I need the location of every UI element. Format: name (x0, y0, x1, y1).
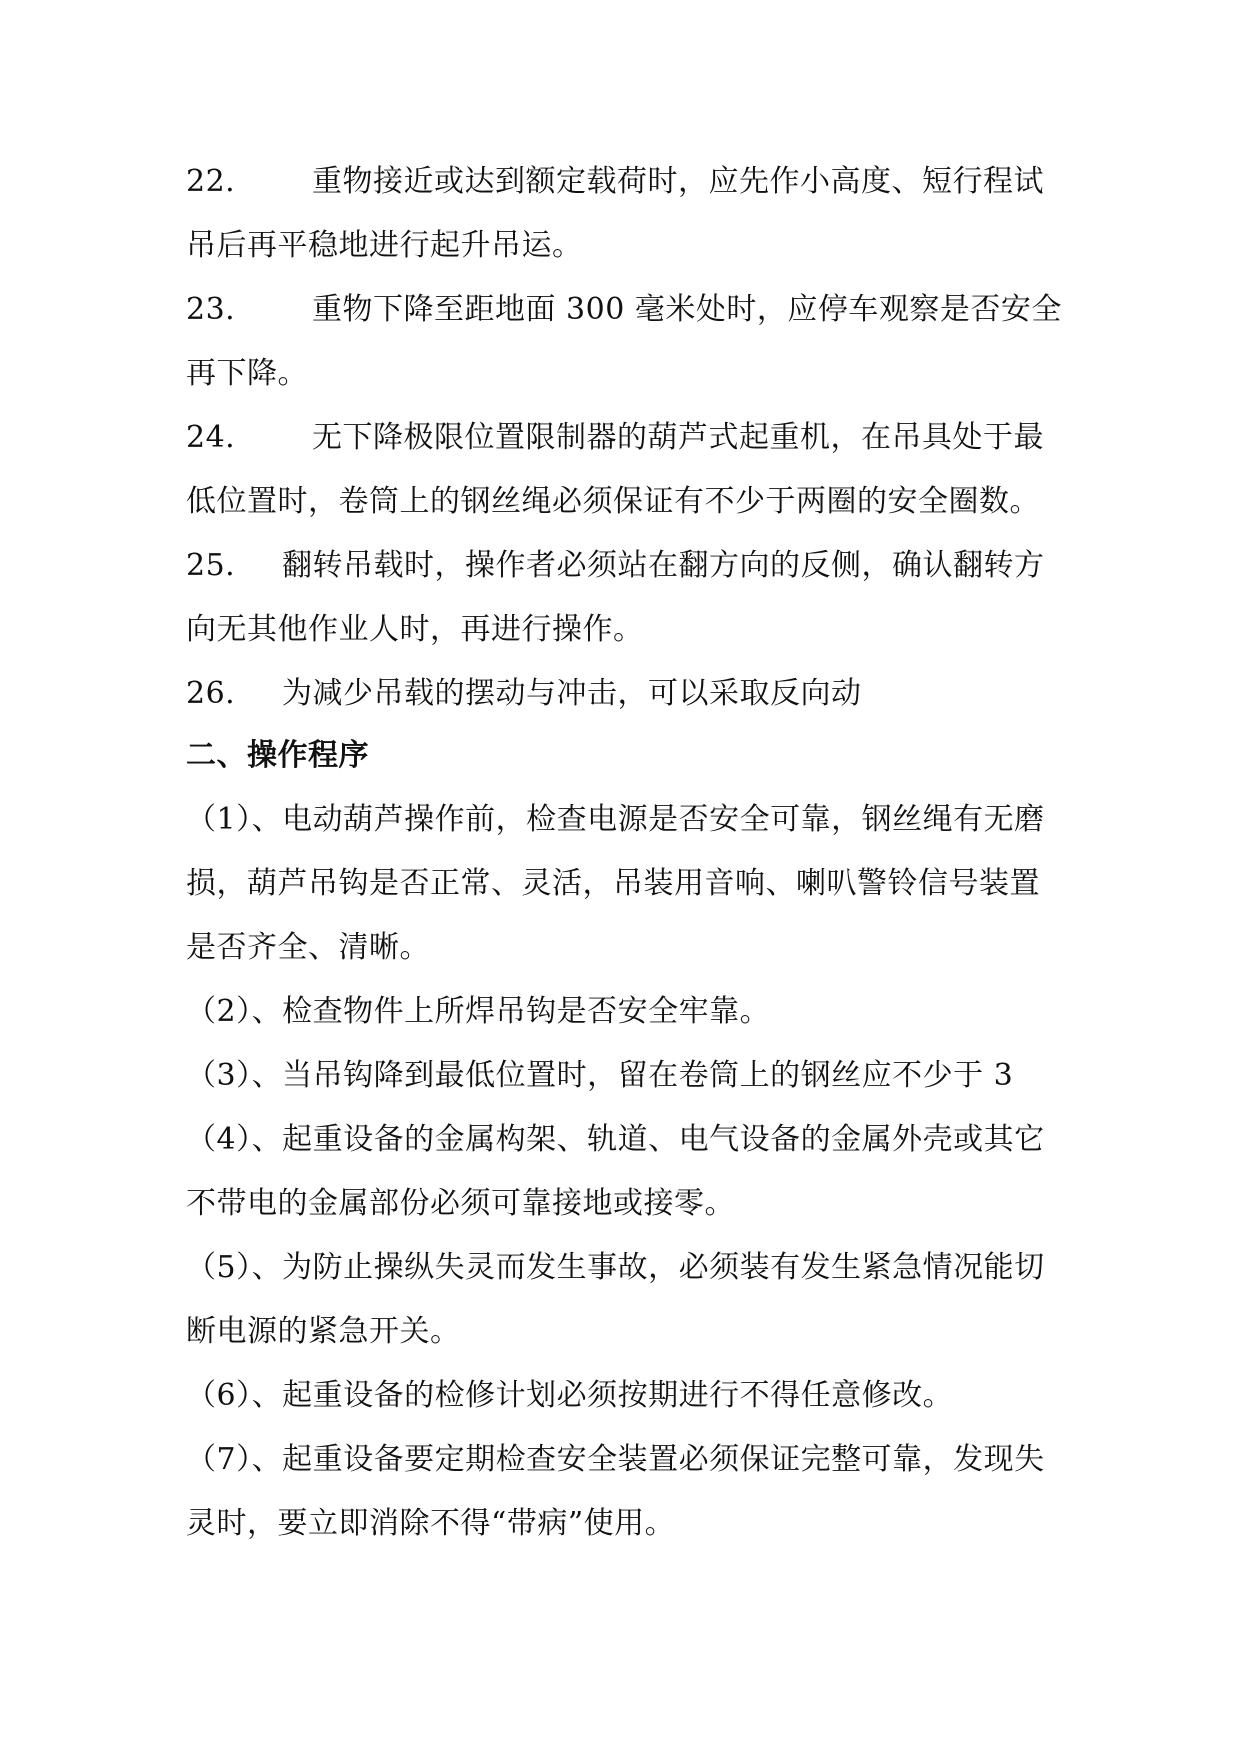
procedure-1-line-2: 损，葫芦吊钩是否正常、灵活，吊装用音响、喇叭警铃信号装置 (186, 866, 1040, 901)
item-22-line-2: 吊后再平稳地进行起升吊运。 (186, 228, 583, 263)
item-text: 无下降极限位置限制器的葫芦式起重机，在吊具处于最 (312, 420, 1044, 455)
item-23-line-2: 再下降。 (186, 356, 308, 391)
item-25-line-1 (186, 546, 1066, 586)
item-text: 重物接近或达到额定载荷时，应先作小高度、短行程试 (312, 164, 1044, 199)
procedure-6-line-1: （6）、起重设备的检修计划必须按期进行不得任意修改。 (186, 1378, 954, 1413)
procedure-7-line-1: （7）、起重设备要定期检查安全装置必须保证完整可靠，发现失 (186, 1442, 1045, 1477)
item-number: 24. (186, 420, 236, 455)
procedure-1-line-3: 是否齐全、清晰。 (186, 930, 430, 965)
item-number: 26. (186, 676, 236, 711)
procedure-4-line-1: （4）、起重设备的金属构架、轨道、电气设备的金属外壳或其它 (186, 1122, 1045, 1157)
item-number: 22. (186, 164, 236, 199)
item-24-line-1 (186, 418, 1066, 458)
item-24-line-2: 低位置时，卷筒上的钢丝绳必须保证有不少于两圈的安全圈数。 (186, 484, 1040, 519)
item-26-line-1 (186, 674, 1066, 714)
item-text: 为减少吊载的摆动与冲击，可以采取反向动 (282, 676, 862, 711)
procedure-3-line-1: （3）、当吊钩降到最低位置时，留在卷筒上的钢丝应不少于 3 (186, 1058, 1014, 1093)
procedure-5-line-1: （5）、为防止操纵失灵而发生事故，必须装有发生紧急情况能切 (186, 1250, 1045, 1285)
procedure-1-line-1: （1）、电动葫芦操作前，检查电源是否安全可靠，钢丝绳有无磨 (186, 802, 1045, 837)
section-heading: 二、操作程序 (186, 738, 369, 773)
procedure-5-line-2: 断电源的紧急开关。 (186, 1314, 461, 1349)
item-text: 重物下降至距地面 300 毫米处时，应停车观察是否安全 (312, 292, 1062, 327)
procedure-2-line-1: （2）、检查物件上所焊吊钩是否安全牢靠。 (186, 994, 771, 1029)
item-text: 翻转吊载时，操作者必须站在翻方向的反侧，确认翻转方 (282, 548, 1045, 583)
procedure-4-line-2: 不带电的金属部份必须可靠接地或接零。 (186, 1186, 735, 1221)
procedure-7-line-2: 灵时，要立即消除不得“带病”使用。 (186, 1506, 676, 1541)
item-22-line-1 (186, 162, 1066, 202)
item-25-line-2: 向无其他作业人时，再进行操作。 (186, 612, 644, 647)
item-23-line-1 (186, 290, 1066, 330)
item-number: 25. (186, 548, 236, 583)
item-number: 23. (186, 292, 236, 327)
